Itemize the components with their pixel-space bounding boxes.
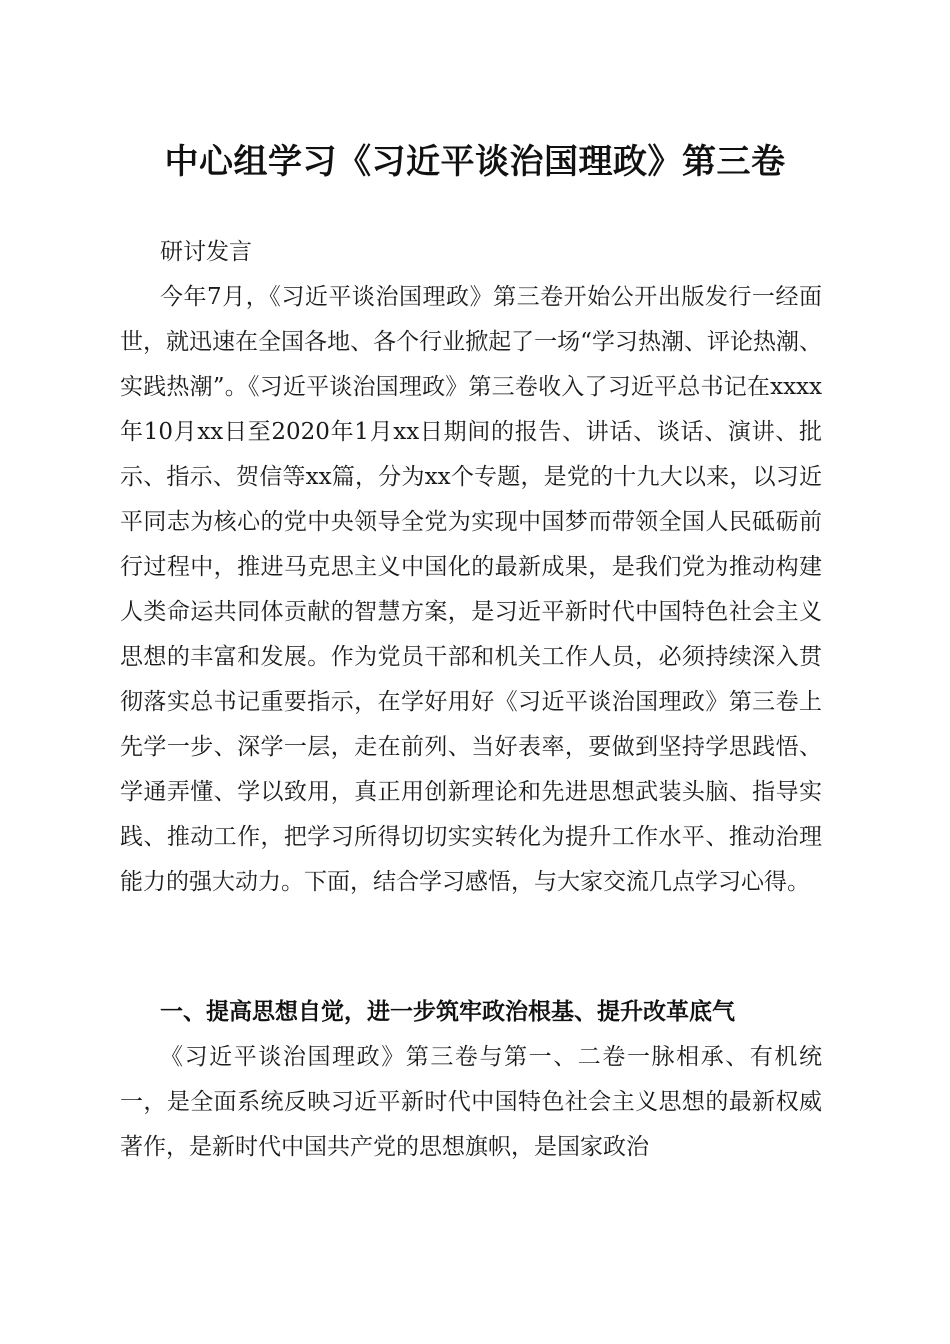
document-subtitle: 研讨发言: [160, 239, 252, 265]
section-heading-1: 一、提高思想自觉，进一步筑牢政治根基、提升改革底气: [160, 999, 735, 1025]
body-paragraph-intro: 今年7月，《习近平谈治国理政》第三卷开始公开出版发行一经面世，就迅速在全国各地、各个行业掀起了一场“学习热潮、评论热潮、实践热潮”。《习近平谈治国理政》第三卷收入了习近平总书记在xxxx年10月xx日至2020年1月xx日期间的报告、讲话、谈话、演讲、批示、指示、贺信等xx篇，分为xx个专题，是党的十九大以来，以习近平同志为核心的党中央领导全党为实现中国梦而带领全国人民砥砺前行过程中，推进马克思主义中国化的最新成果，是我们党为推动构建人类命运共同体贡献的智慧方案，是习近平新时代中国特色社会主义思想的丰富和发展。作为党员干部和机关工作人员，必须持续深入贯彻落实总书记重要指示，在学好用好《习近平谈治国理政》第三卷上先学一步、深学一层，走在前列、当好表率，要做到坚持学思践悟、学通弄懂、学以致用，真正用创新理论和先进思想武装头脑、指导实践、推动工作，把学习所得切切实实转化为提升工作水平、推动治理能力的强大动力。下面，结合学习感悟，与大家交流几点学习心得。: [120, 284, 822, 895]
body-paragraph-section-1: 《习近平谈治国理政》第三卷与第一、二卷一脉相承、有机统一，是全面系统反映习近平新时代中国特色社会主义思想的最新权威著作，是新时代中国共产党的思想旗帜，是国家政治: [120, 1044, 822, 1160]
document-title: 中心组学习《习近平谈治国理政》第三卷: [164, 142, 786, 182]
